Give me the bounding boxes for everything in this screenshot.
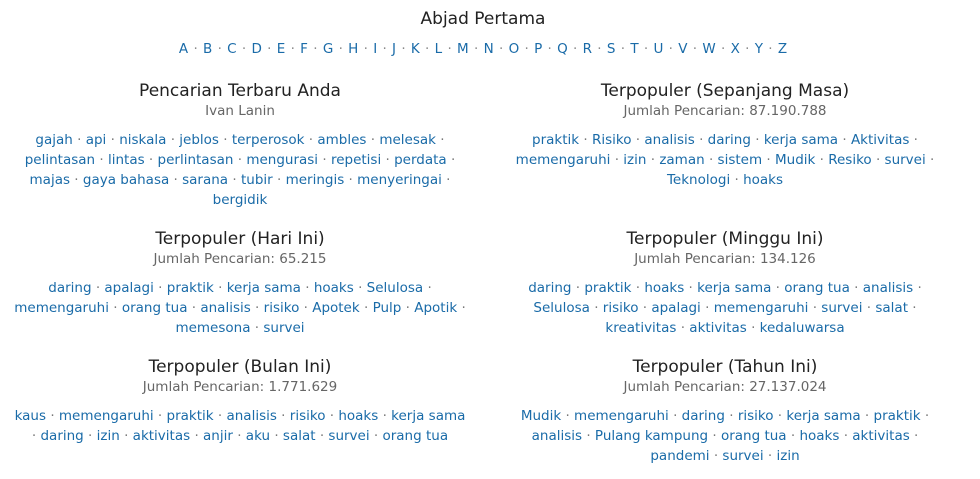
separator: · bbox=[646, 152, 660, 168]
letter-link-k[interactable]: K bbox=[410, 41, 420, 57]
separator: · bbox=[746, 320, 760, 336]
panel-title: Terpopuler (Hari Ini) bbox=[155, 229, 325, 249]
separator: · bbox=[359, 300, 373, 316]
separator: · bbox=[250, 320, 264, 336]
separator: · bbox=[106, 132, 120, 148]
word-link-kerja-sama[interactable]: kerja sama bbox=[697, 280, 772, 296]
separator: · bbox=[571, 280, 585, 296]
word-link-analisis[interactable]: analisis bbox=[531, 428, 583, 444]
separator: · bbox=[582, 428, 595, 444]
word-link-memengaruhi[interactable]: memengaruhi bbox=[14, 300, 109, 316]
word-link-orang-tua[interactable]: orang tua bbox=[382, 428, 449, 444]
separator: · bbox=[704, 152, 718, 168]
separator: · bbox=[441, 172, 451, 188]
separator: · bbox=[119, 428, 133, 444]
separator: · bbox=[344, 172, 358, 188]
letter-link-v[interactable]: V bbox=[678, 41, 688, 57]
word-list bbox=[486, 278, 964, 338]
separator: · bbox=[169, 172, 183, 188]
letter-link-c[interactable]: C bbox=[227, 41, 237, 57]
separator: · bbox=[190, 428, 204, 444]
separator: · bbox=[543, 41, 557, 57]
separator: · bbox=[638, 300, 652, 316]
separator: · bbox=[568, 41, 582, 57]
letter-link-o[interactable]: O bbox=[508, 41, 520, 57]
word-link-praktik[interactable]: praktik bbox=[873, 408, 921, 424]
word-link-orang-tua[interactable]: orang tua bbox=[720, 428, 787, 444]
separator: · bbox=[913, 280, 922, 296]
separator: · bbox=[272, 172, 286, 188]
word-link-izin[interactable]: izin bbox=[776, 448, 800, 464]
word-link-selulosa[interactable]: Selulosa bbox=[533, 300, 590, 316]
word-link-apotik[interactable]: Apotik bbox=[414, 300, 458, 316]
word-link-pulang-kampung[interactable]: Pulang kampung bbox=[594, 428, 709, 444]
separator: · bbox=[664, 41, 678, 57]
separator: · bbox=[631, 132, 645, 148]
word-link-daring[interactable]: daring bbox=[681, 408, 725, 424]
word-link-terperosok[interactable]: terperosok bbox=[231, 132, 305, 148]
word-link-niskala[interactable]: niskala bbox=[119, 132, 167, 148]
separator: · bbox=[435, 132, 445, 148]
separator: · bbox=[750, 132, 764, 148]
panel-popular-today bbox=[0, 228, 480, 338]
word-list bbox=[0, 278, 480, 338]
panel-subtitle: Jumlah Pencarian: 65.215 bbox=[153, 251, 327, 267]
word-link-zaman[interactable]: zaman bbox=[659, 152, 705, 168]
word-link-daring[interactable]: daring bbox=[48, 280, 92, 296]
separator: · bbox=[378, 41, 392, 57]
separator: · bbox=[232, 428, 246, 444]
separator: · bbox=[334, 41, 348, 57]
separator: · bbox=[616, 41, 630, 57]
separator: · bbox=[95, 152, 108, 168]
separator: · bbox=[166, 132, 180, 148]
panel-title: Pencarian Terbaru Anda bbox=[139, 81, 341, 101]
separator: · bbox=[144, 152, 158, 168]
word-link-aku[interactable]: aku bbox=[245, 428, 271, 444]
letter-link-j[interactable]: J bbox=[392, 41, 397, 57]
separator: · bbox=[401, 300, 415, 316]
word-link-memengaruhi[interactable]: memengaruhi bbox=[58, 408, 154, 424]
letter-link-s[interactable]: S bbox=[606, 41, 616, 57]
panel-subtitle: Jumlah Pencarian: 87.190.788 bbox=[623, 103, 827, 119]
word-link-tubir[interactable]: tubir bbox=[240, 172, 273, 188]
separator: · bbox=[446, 152, 456, 168]
word-link-hoaks[interactable]: hoaks bbox=[338, 408, 379, 424]
letter-link-h[interactable]: H bbox=[348, 41, 359, 57]
word-link-mudik[interactable]: Mudik bbox=[774, 152, 816, 168]
word-link-menyeringai[interactable]: menyeringai bbox=[357, 172, 442, 188]
separator: · bbox=[228, 172, 241, 188]
word-link-sistem[interactable]: sistem bbox=[717, 152, 763, 168]
word-link-daring[interactable]: daring bbox=[40, 428, 84, 444]
word-link-perlintasan[interactable]: perlintasan bbox=[157, 152, 234, 168]
word-link-kerja-sama[interactable]: kerja sama bbox=[763, 132, 839, 148]
word-link-survei[interactable]: survei bbox=[263, 320, 305, 336]
letter-link-f[interactable]: F bbox=[300, 41, 308, 57]
letter-link-n[interactable]: N bbox=[483, 41, 494, 57]
word-link-pandemi[interactable]: pandemi bbox=[650, 448, 710, 464]
separator: · bbox=[724, 408, 738, 424]
separator: · bbox=[213, 408, 227, 424]
word-link-orang-tua[interactable]: orang tua bbox=[784, 280, 850, 296]
word-link-jeblos[interactable]: jeblos bbox=[179, 132, 219, 148]
panel-title: Terpopuler (Sepanjang Masa) bbox=[600, 81, 850, 101]
word-link-risiko[interactable]: risiko bbox=[289, 408, 326, 424]
letter-link-a[interactable]: A bbox=[178, 41, 189, 57]
word-link-selulosa[interactable]: Selulosa bbox=[366, 280, 424, 296]
separator: · bbox=[762, 152, 775, 168]
panel-title: Terpopuler (Tahun Ini) bbox=[632, 357, 818, 377]
word-link-resiko[interactable]: Resiko bbox=[828, 152, 872, 168]
alphabet-index bbox=[0, 41, 966, 57]
word-link-salat[interactable]: salat bbox=[282, 428, 316, 444]
word-link-kreativitas[interactable]: kreativitas bbox=[605, 320, 677, 336]
letter-link-u[interactable]: U bbox=[653, 41, 664, 57]
word-link-survei[interactable]: survei bbox=[328, 428, 370, 444]
word-link-salat[interactable]: salat bbox=[875, 300, 908, 316]
separator: · bbox=[250, 300, 264, 316]
word-link-apotek[interactable]: Apotek bbox=[312, 300, 360, 316]
word-link-api[interactable]: api bbox=[85, 132, 107, 148]
separator: · bbox=[808, 300, 822, 316]
separator: · bbox=[907, 300, 917, 316]
word-link-memengaruhi[interactable]: memengaruhi bbox=[713, 300, 809, 316]
word-link-praktik[interactable]: praktik bbox=[532, 132, 580, 148]
word-link-praktik[interactable]: praktik bbox=[166, 408, 214, 424]
separator: · bbox=[909, 428, 919, 444]
word-list bbox=[0, 130, 480, 210]
word-link-meringis[interactable]: meringis bbox=[285, 172, 345, 188]
separator: · bbox=[325, 408, 339, 424]
word-link-melesak[interactable]: melesak bbox=[379, 132, 436, 148]
word-link-apalagi[interactable]: apalagi bbox=[651, 300, 701, 316]
separator: · bbox=[83, 428, 97, 444]
letter-link-w[interactable]: W bbox=[702, 41, 716, 57]
word-link-daring[interactable]: daring bbox=[707, 132, 751, 148]
separator: · bbox=[763, 448, 777, 464]
separator: · bbox=[838, 132, 851, 148]
letter-link-y[interactable]: Y bbox=[754, 41, 763, 57]
separator: · bbox=[786, 428, 800, 444]
separator: · bbox=[716, 41, 730, 57]
separator: · bbox=[381, 152, 395, 168]
separator: · bbox=[420, 41, 434, 57]
word-link-aktivitas[interactable]: aktivitas bbox=[689, 320, 747, 336]
panel-subtitle: Ivan Lanin bbox=[205, 103, 275, 119]
separator: · bbox=[397, 41, 410, 57]
panel-subtitle: Jumlah Pencarian: 27.137.024 bbox=[623, 379, 827, 395]
word-link-hoaks[interactable]: hoaks bbox=[799, 428, 840, 444]
word-link-sarana[interactable]: sarana bbox=[182, 172, 229, 188]
panel-popular-year bbox=[486, 356, 964, 466]
word-link-pelintasan[interactable]: pelintasan bbox=[24, 152, 96, 168]
word-link-repetisi[interactable]: repetisi bbox=[330, 152, 382, 168]
letter-link-d[interactable]: D bbox=[251, 41, 262, 57]
word-link-mengurasi[interactable]: mengurasi bbox=[246, 152, 319, 168]
separator: · bbox=[771, 280, 785, 296]
separator: · bbox=[31, 428, 41, 444]
word-link-hoaks[interactable]: hoaks bbox=[644, 280, 685, 296]
separator: · bbox=[300, 280, 314, 296]
word-link-gaya-bahasa[interactable]: gaya bahasa bbox=[82, 172, 170, 188]
letter-link-z[interactable]: Z bbox=[777, 41, 788, 57]
word-link-memengaruhi[interactable]: memengaruhi bbox=[574, 408, 669, 424]
separator: · bbox=[815, 152, 829, 168]
panel-popular-all-time bbox=[486, 80, 964, 190]
letter-link-b[interactable]: B bbox=[203, 41, 213, 57]
letter-link-x[interactable]: X bbox=[730, 41, 740, 57]
word-list bbox=[486, 130, 964, 190]
separator: · bbox=[676, 320, 690, 336]
separator: · bbox=[925, 152, 935, 168]
separator: · bbox=[920, 408, 930, 424]
separator: · bbox=[72, 132, 86, 148]
word-link-mudik[interactable]: Mudik bbox=[520, 408, 562, 424]
separator: · bbox=[308, 41, 322, 57]
separator: · bbox=[561, 408, 575, 424]
letter-link-p[interactable]: P bbox=[534, 41, 543, 57]
separator: · bbox=[631, 280, 645, 296]
separator: · bbox=[70, 172, 83, 188]
word-link-aktivitas[interactable]: aktivitas bbox=[132, 428, 191, 444]
word-link-pulp[interactable]: Pulp bbox=[372, 300, 402, 316]
separator: · bbox=[579, 132, 592, 148]
separator: · bbox=[46, 408, 59, 424]
word-link-teknologi[interactable]: Teknologi bbox=[666, 172, 731, 188]
letter-link-m[interactable]: M bbox=[457, 41, 469, 57]
separator: · bbox=[773, 408, 787, 424]
separator: · bbox=[469, 41, 483, 57]
word-link-bergidik[interactable]: bergidik bbox=[212, 192, 268, 208]
separator: · bbox=[233, 152, 247, 168]
letter-link-r[interactable]: R bbox=[582, 41, 593, 57]
word-link-praktik[interactable]: praktik bbox=[584, 280, 632, 296]
separator: · bbox=[153, 408, 167, 424]
letter-link-e[interactable]: E bbox=[276, 41, 286, 57]
separator: · bbox=[262, 41, 276, 57]
word-link-aktivitas[interactable]: Aktivitas bbox=[850, 132, 910, 148]
separator: · bbox=[708, 428, 721, 444]
separator: · bbox=[862, 300, 876, 316]
separator: · bbox=[730, 172, 744, 188]
word-link-kerja-sama[interactable]: kerja sama bbox=[786, 408, 861, 424]
word-link-hoaks[interactable]: hoaks bbox=[743, 172, 784, 188]
word-link-perdata[interactable]: perdata bbox=[394, 152, 447, 168]
separator: · bbox=[315, 428, 329, 444]
separator: · bbox=[369, 428, 383, 444]
word-link-kerja-sama[interactable]: kerja sama bbox=[391, 408, 466, 424]
word-link-risiko[interactable]: risiko bbox=[263, 300, 300, 316]
separator: · bbox=[839, 428, 853, 444]
separator: · bbox=[494, 41, 508, 57]
separator: · bbox=[688, 41, 702, 57]
separator: · bbox=[589, 300, 603, 316]
separator: · bbox=[378, 408, 392, 424]
separator: · bbox=[189, 41, 203, 57]
word-link-lintas[interactable]: lintas bbox=[107, 152, 145, 168]
word-link-izin[interactable]: izin bbox=[96, 428, 120, 444]
word-link-kedaluwarsa[interactable]: kedaluwarsa bbox=[759, 320, 845, 336]
word-link-apalagi[interactable]: apalagi bbox=[104, 280, 154, 296]
word-link-kaus[interactable]: kaus bbox=[14, 408, 47, 424]
separator: · bbox=[593, 41, 606, 57]
letter-link-g[interactable]: G bbox=[322, 41, 334, 57]
word-link-survei[interactable]: survei bbox=[884, 152, 926, 168]
separator: · bbox=[909, 132, 918, 148]
word-link-daring[interactable]: daring bbox=[528, 280, 572, 296]
panel-recent-searches bbox=[0, 80, 480, 210]
separator: · bbox=[304, 132, 318, 148]
alphabet-title: Abjad Pertama bbox=[420, 9, 546, 29]
word-link-risiko[interactable]: risiko bbox=[737, 408, 774, 424]
word-link-anjir[interactable]: anjir bbox=[203, 428, 233, 444]
word-link-memengaruhi[interactable]: memengaruhi bbox=[515, 152, 611, 168]
word-link-majas[interactable]: majas bbox=[29, 172, 70, 188]
separator: · bbox=[684, 280, 698, 296]
separator: · bbox=[213, 41, 227, 57]
word-link-survei[interactable]: survei bbox=[722, 448, 764, 464]
word-link-analisis[interactable]: analisis bbox=[644, 132, 695, 148]
separator: · bbox=[740, 41, 754, 57]
separator: · bbox=[366, 132, 380, 148]
separator: · bbox=[237, 41, 251, 57]
separator: · bbox=[91, 280, 105, 296]
separator: · bbox=[457, 300, 466, 316]
panel-popular-month bbox=[0, 356, 480, 446]
word-link-orang-tua[interactable]: orang tua bbox=[121, 300, 188, 316]
panel-title: Terpopuler (Bulan Ini) bbox=[148, 357, 332, 377]
word-link-survei[interactable]: survei bbox=[821, 300, 863, 316]
word-link-analisis[interactable]: analisis bbox=[862, 280, 914, 296]
word-link-risiko[interactable]: risiko bbox=[602, 300, 639, 316]
word-link-praktik[interactable]: praktik bbox=[166, 280, 214, 296]
word-link-izin[interactable]: izin bbox=[623, 152, 647, 168]
separator: · bbox=[218, 132, 232, 148]
word-link-gajah[interactable]: gajah bbox=[35, 132, 73, 148]
separator: · bbox=[443, 41, 457, 57]
separator: · bbox=[610, 152, 624, 168]
letter-link-i[interactable]: I bbox=[373, 41, 378, 57]
separator: · bbox=[763, 41, 777, 57]
separator: · bbox=[299, 300, 313, 316]
word-list bbox=[486, 406, 964, 466]
separator: · bbox=[849, 280, 863, 296]
word-link-aktivitas[interactable]: aktivitas bbox=[852, 428, 910, 444]
letter-link-l[interactable]: L bbox=[434, 41, 443, 57]
word-link-memesona[interactable]: memesona bbox=[175, 320, 251, 336]
letter-link-t[interactable]: T bbox=[630, 41, 639, 57]
separator: · bbox=[286, 41, 300, 57]
letter-link-q[interactable]: Q bbox=[557, 41, 568, 57]
separator: · bbox=[694, 132, 708, 148]
separator: · bbox=[276, 408, 290, 424]
separator: · bbox=[639, 41, 653, 57]
word-link-kerja-sama[interactable]: kerja sama bbox=[226, 280, 301, 296]
separator: · bbox=[318, 152, 331, 168]
separator: · bbox=[700, 300, 714, 316]
word-list bbox=[0, 406, 480, 446]
separator: · bbox=[860, 408, 874, 424]
separator: · bbox=[871, 152, 885, 168]
separator: · bbox=[353, 280, 367, 296]
separator: · bbox=[270, 428, 283, 444]
separator: · bbox=[359, 41, 373, 57]
separator: · bbox=[520, 41, 534, 57]
word-link-analisis[interactable]: analisis bbox=[226, 408, 277, 424]
panel-title: Terpopuler (Minggu Ini) bbox=[626, 229, 824, 249]
separator: · bbox=[108, 300, 122, 316]
separator: · bbox=[187, 300, 201, 316]
panel-popular-week bbox=[486, 228, 964, 338]
separator: · bbox=[153, 280, 167, 296]
word-link-ambles[interactable]: ambles bbox=[317, 132, 367, 148]
separator: · bbox=[668, 408, 682, 424]
separator: · bbox=[213, 280, 227, 296]
word-link-hoaks[interactable]: hoaks bbox=[313, 280, 354, 296]
separator: · bbox=[423, 280, 432, 296]
panel-subtitle: Jumlah Pencarian: 1.771.629 bbox=[142, 379, 338, 395]
panel-subtitle: Jumlah Pencarian: 134.126 bbox=[634, 251, 816, 267]
separator: · bbox=[709, 448, 723, 464]
word-link-risiko[interactable]: Risiko bbox=[591, 132, 632, 148]
word-link-analisis[interactable]: analisis bbox=[200, 300, 251, 316]
